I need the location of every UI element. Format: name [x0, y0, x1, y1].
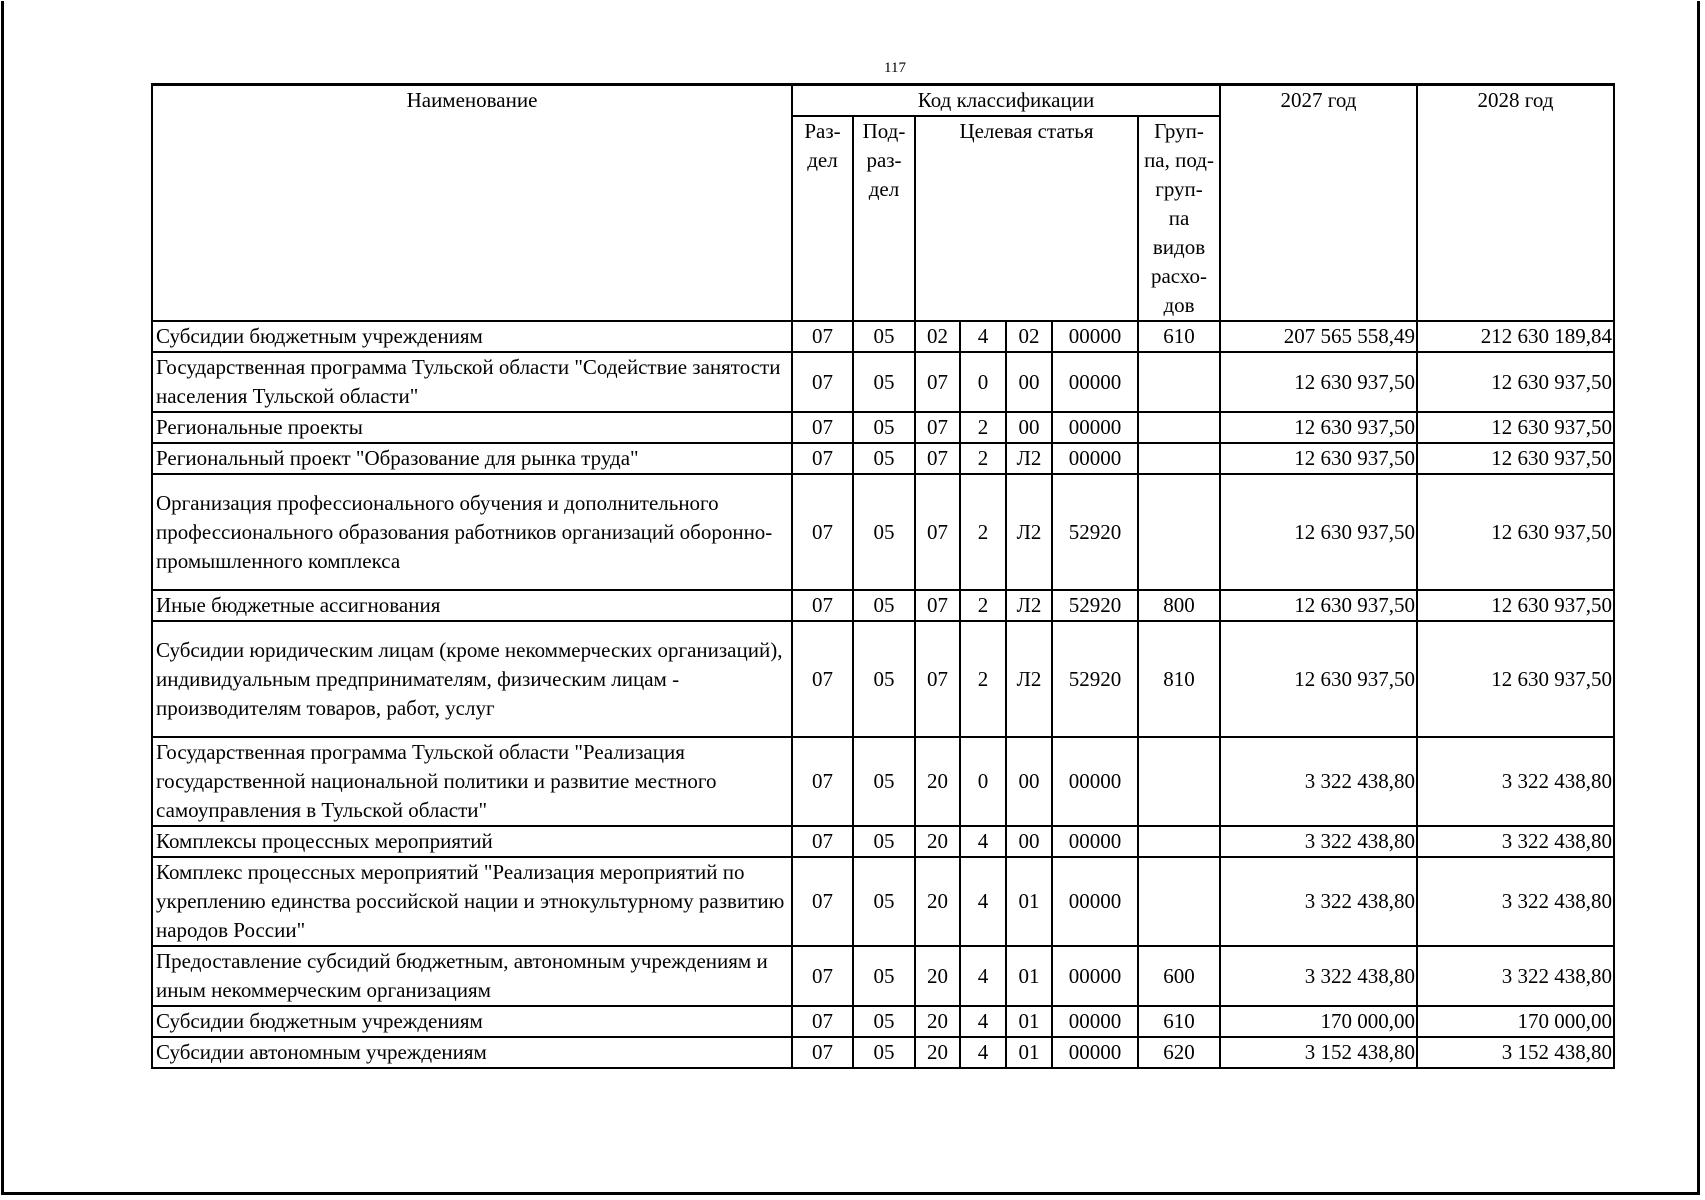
row-amount-2027: 3 322 438,80 — [1220, 946, 1417, 1006]
row-expense-group: 800 — [1138, 590, 1220, 621]
row-podrazdel: 05 — [853, 443, 915, 474]
row-target-program: 20 — [915, 857, 960, 946]
row-target-subprogram: 01 — [1006, 946, 1052, 1006]
row-target-type: 4 — [960, 1037, 1006, 1068]
row-target-subprogram: Л2 — [1006, 590, 1052, 621]
table-row — [152, 857, 1614, 946]
row-target-direction: 00000 — [1052, 352, 1138, 412]
row-name: Субсидии автономным учреждениям — [152, 1037, 792, 1068]
row-target-direction: 00000 — [1052, 321, 1138, 352]
row-razdel: 07 — [792, 1037, 853, 1068]
row-target-program: 20 — [915, 737, 960, 826]
budget-table — [151, 83, 1615, 1069]
row-target-program: 20 — [915, 1037, 960, 1068]
row-target-direction: 00000 — [1052, 1006, 1138, 1037]
row-target-direction: 00000 — [1052, 946, 1138, 1006]
header-year-2027: 2027 год — [1220, 85, 1417, 322]
row-expense-group — [1138, 352, 1220, 412]
row-target-direction: 00000 — [1052, 1037, 1138, 1068]
row-target-subprogram: 00 — [1006, 737, 1052, 826]
table-row — [152, 412, 1614, 443]
row-expense-group — [1138, 443, 1220, 474]
row-target-direction: 52920 — [1052, 590, 1138, 621]
row-name: Государственная программа Тульской области "Реализация государственной национальной политики и развитие местного самоуправления в Тульской области" — [152, 737, 792, 826]
row-target-subprogram: Л2 — [1006, 621, 1052, 737]
row-razdel: 07 — [792, 412, 853, 443]
row-name: Региональные проекты — [152, 412, 792, 443]
table-row — [152, 1006, 1614, 1037]
row-expense-group — [1138, 737, 1220, 826]
row-target-program: 20 — [915, 826, 960, 857]
row-name: Субсидии бюджетным учреждениям — [152, 321, 792, 352]
row-target-type: 0 — [960, 737, 1006, 826]
row-razdel: 07 — [792, 737, 853, 826]
table-row — [152, 590, 1614, 621]
row-target-subprogram: 01 — [1006, 857, 1052, 946]
header-razdel: Раз- дел — [792, 116, 853, 321]
row-target-program: 07 — [915, 590, 960, 621]
table-row — [152, 737, 1614, 826]
row-target-type: 4 — [960, 857, 1006, 946]
row-amount-2028: 12 630 937,50 — [1417, 412, 1614, 443]
row-expense-group: 810 — [1138, 621, 1220, 737]
row-name: Региональный проект "Образование для рынка труда" — [152, 443, 792, 474]
header-code: Код классификации — [792, 85, 1220, 117]
row-target-type: 2 — [960, 443, 1006, 474]
row-target-subprogram: 00 — [1006, 412, 1052, 443]
row-target-program: 20 — [915, 1006, 960, 1037]
row-target-program: 07 — [915, 443, 960, 474]
row-amount-2027: 12 630 937,50 — [1220, 443, 1417, 474]
row-target-program: 07 — [915, 621, 960, 737]
row-podrazdel: 05 — [853, 352, 915, 412]
row-razdel: 07 — [792, 474, 853, 590]
row-target-type: 2 — [960, 590, 1006, 621]
row-razdel: 07 — [792, 826, 853, 857]
row-podrazdel: 05 — [853, 1006, 915, 1037]
row-target-direction: 00000 — [1052, 826, 1138, 857]
row-target-type: 4 — [960, 946, 1006, 1006]
row-name: Иные бюджетные ассигнования — [152, 590, 792, 621]
header-year-2028: 2028 год — [1417, 85, 1614, 322]
row-amount-2028: 3 322 438,80 — [1417, 737, 1614, 826]
row-amount-2028: 12 630 937,50 — [1417, 352, 1614, 412]
table-row — [152, 352, 1614, 412]
row-podrazdel: 05 — [853, 412, 915, 443]
row-target-direction: 00000 — [1052, 443, 1138, 474]
row-expense-group: 610 — [1138, 321, 1220, 352]
row-target-type: 4 — [960, 1006, 1006, 1037]
row-target-direction: 52920 — [1052, 621, 1138, 737]
row-expense-group — [1138, 826, 1220, 857]
row-razdel: 07 — [792, 443, 853, 474]
row-podrazdel: 05 — [853, 474, 915, 590]
row-podrazdel: 05 — [853, 321, 915, 352]
row-target-program: 07 — [915, 474, 960, 590]
row-target-program: 20 — [915, 946, 960, 1006]
row-target-subprogram: 01 — [1006, 1006, 1052, 1037]
row-target-direction: 00000 — [1052, 857, 1138, 946]
row-razdel: 07 — [792, 857, 853, 946]
row-name: Субсидии бюджетным учреждениям — [152, 1006, 792, 1037]
row-amount-2028: 170 000,00 — [1417, 1006, 1614, 1037]
row-name: Организация профессионального обучения и дополнительного профессионального образования работников организаций оборонно-промышленного комплекса — [152, 474, 792, 590]
row-podrazdel: 05 — [853, 621, 915, 737]
row-amount-2028: 3 322 438,80 — [1417, 826, 1614, 857]
row-podrazdel: 05 — [853, 737, 915, 826]
row-name: Комплекс процессных мероприятий "Реализация мероприятий по укреплению единства российской нации и этнокультурному развитию народов России" — [152, 857, 792, 946]
row-razdel: 07 — [792, 621, 853, 737]
table-row — [152, 621, 1614, 737]
row-target-subprogram: Л2 — [1006, 474, 1052, 590]
row-expense-group — [1138, 857, 1220, 946]
row-amount-2027: 12 630 937,50 — [1220, 590, 1417, 621]
row-amount-2027: 3 322 438,80 — [1220, 857, 1417, 946]
row-target-program: 02 — [915, 321, 960, 352]
row-target-type: 0 — [960, 352, 1006, 412]
row-target-subprogram: 02 — [1006, 321, 1052, 352]
row-target-type: 2 — [960, 412, 1006, 443]
row-amount-2028: 3 322 438,80 — [1417, 946, 1614, 1006]
row-amount-2027: 12 630 937,50 — [1220, 352, 1417, 412]
row-amount-2028: 12 630 937,50 — [1417, 443, 1614, 474]
row-amount-2028: 12 630 937,50 — [1417, 590, 1614, 621]
row-razdel: 07 — [792, 1006, 853, 1037]
table-row — [152, 443, 1614, 474]
row-amount-2028: 12 630 937,50 — [1417, 474, 1614, 590]
row-expense-group — [1138, 474, 1220, 590]
table-row — [152, 321, 1614, 352]
header-name: Наименование — [152, 85, 792, 322]
row-razdel: 07 — [792, 946, 853, 1006]
row-name: Государственная программа Тульской области "Содействие занятости населения Тульской области" — [152, 352, 792, 412]
row-target-subprogram: 00 — [1006, 826, 1052, 857]
row-amount-2027: 3 322 438,80 — [1220, 737, 1417, 826]
header-group: Груп- па, под- груп- па видов расхо- дов — [1138, 116, 1220, 321]
row-target-subprogram: Л2 — [1006, 443, 1052, 474]
page-number: 117 — [884, 60, 906, 76]
table-row — [152, 1037, 1614, 1068]
table-row — [152, 946, 1614, 1006]
row-name: Субсидии юридическим лицам (кроме некоммерческих организаций), индивидуальным предпринимателям, физическим лицам - производителям товаров, работ, услуг — [152, 621, 792, 737]
row-amount-2028: 3 152 438,80 — [1417, 1037, 1614, 1068]
row-target-direction: 52920 — [1052, 474, 1138, 590]
row-target-program: 07 — [915, 412, 960, 443]
row-amount-2028: 3 322 438,80 — [1417, 857, 1614, 946]
row-amount-2027: 12 630 937,50 — [1220, 621, 1417, 737]
row-amount-2028: 12 630 937,50 — [1417, 621, 1614, 737]
row-target-subprogram: 00 — [1006, 352, 1052, 412]
row-target-subprogram: 01 — [1006, 1037, 1052, 1068]
table-row — [152, 474, 1614, 590]
row-target-type: 2 — [960, 621, 1006, 737]
row-expense-group: 600 — [1138, 946, 1220, 1006]
row-podrazdel: 05 — [853, 590, 915, 621]
row-expense-group: 620 — [1138, 1037, 1220, 1068]
row-expense-group — [1138, 412, 1220, 443]
row-target-type: 2 — [960, 474, 1006, 590]
row-target-direction: 00000 — [1052, 412, 1138, 443]
header-podrazdel: Под- раз- дел — [853, 116, 915, 321]
row-amount-2027: 12 630 937,50 — [1220, 474, 1417, 590]
table-row — [152, 826, 1614, 857]
row-amount-2027: 170 000,00 — [1220, 1006, 1417, 1037]
row-razdel: 07 — [792, 352, 853, 412]
row-amount-2027: 3 322 438,80 — [1220, 826, 1417, 857]
row-podrazdel: 05 — [853, 826, 915, 857]
row-podrazdel: 05 — [853, 857, 915, 946]
row-podrazdel: 05 — [853, 946, 915, 1006]
row-razdel: 07 — [792, 321, 853, 352]
row-amount-2027: 207 565 558,49 — [1220, 321, 1417, 352]
row-podrazdel: 05 — [853, 1037, 915, 1068]
row-name: Предоставление субсидий бюджетным, автономным учреждениям и иным некоммерческим организациям — [152, 946, 792, 1006]
row-amount-2028: 212 630 189,84 — [1417, 321, 1614, 352]
row-target-type: 4 — [960, 826, 1006, 857]
row-amount-2027: 12 630 937,50 — [1220, 412, 1417, 443]
row-expense-group: 610 — [1138, 1006, 1220, 1037]
row-target-direction: 00000 — [1052, 737, 1138, 826]
row-razdel: 07 — [792, 590, 853, 621]
row-target-program: 07 — [915, 352, 960, 412]
row-amount-2027: 3 152 438,80 — [1220, 1037, 1417, 1068]
row-name: Комплексы процессных мероприятий — [152, 826, 792, 857]
row-target-type: 4 — [960, 321, 1006, 352]
header-target: Целевая статья — [915, 116, 1138, 321]
